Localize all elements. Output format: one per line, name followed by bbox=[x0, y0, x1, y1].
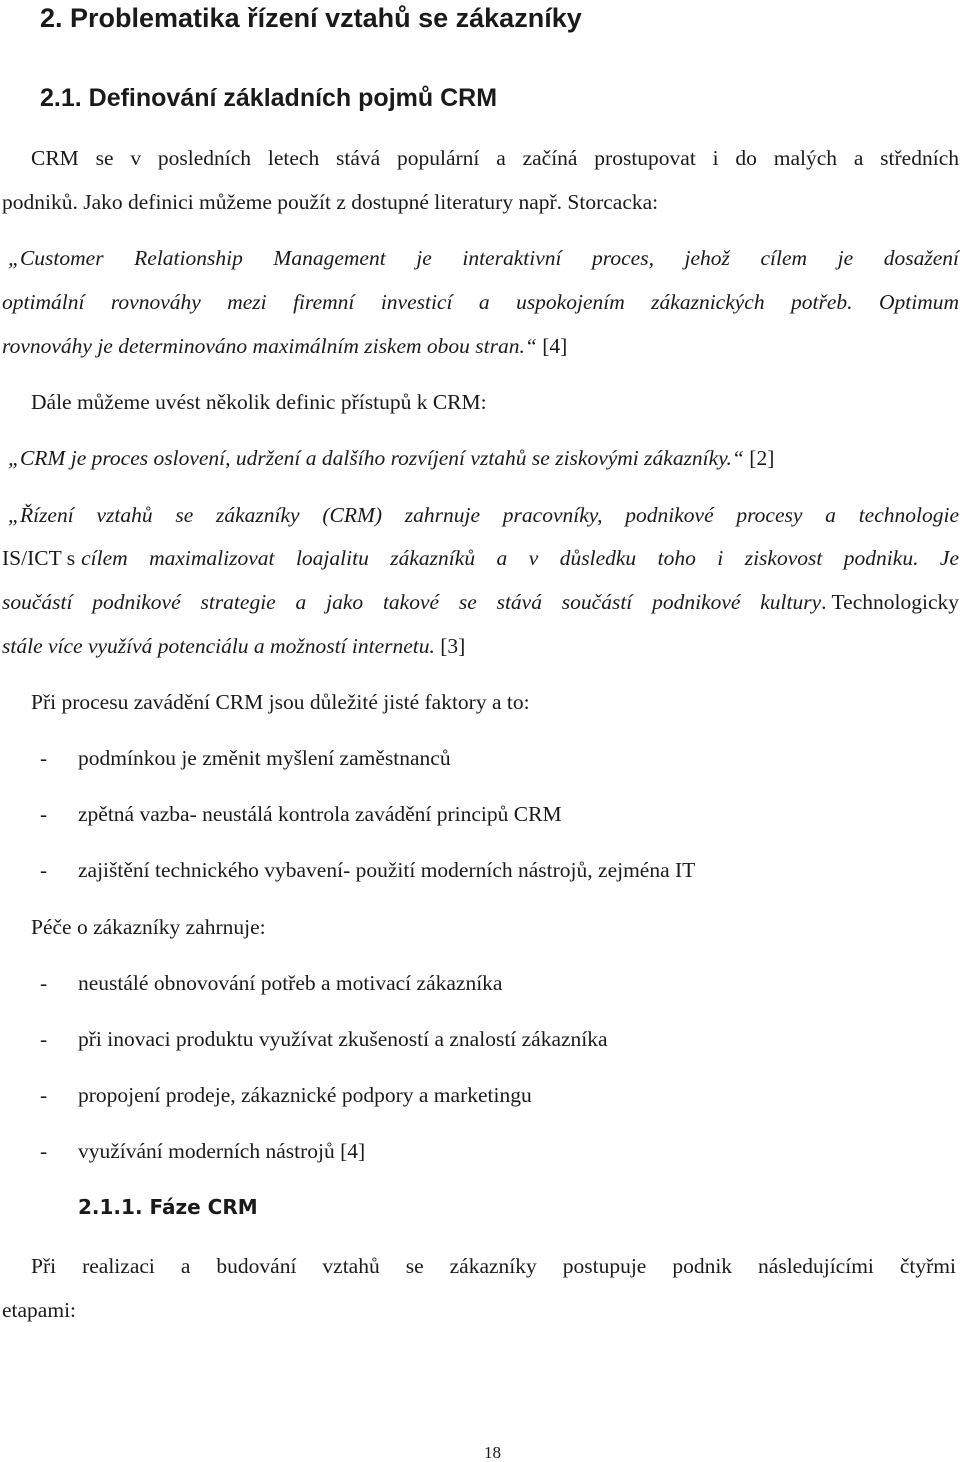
page-number: 18 bbox=[484, 1443, 501, 1462]
quote3-reference: [3] bbox=[440, 634, 466, 658]
factors-title: Při procesu zavádění CRM jsou důležité jisté faktory a to: bbox=[31, 690, 530, 714]
phases-line-1: Při realizaci a budování vztahů se zákazníky postupuje podnik následujícími čtyřmi bbox=[31, 1254, 956, 1278]
section-heading: 2.1. Definování základních pojmů CRM bbox=[40, 84, 498, 112]
list-item-text: zpětná vazba- neustálá kontrola zavádění principů CRM bbox=[78, 802, 562, 826]
bullet-dash: - bbox=[40, 1027, 48, 1051]
bullet-dash: - bbox=[40, 802, 48, 826]
quote2-text: „CRM je proces oslovení, udržení a dalšího rozvíjení vztahů se ziskovými zákazníky.“ bbox=[8, 446, 744, 470]
care-title: Péče o zákazníky zahrnuje: bbox=[31, 915, 266, 939]
quote1-line-3-text: rovnováhy je determinováno maximálním ziskem obou stran.“ bbox=[2, 334, 537, 358]
bullet-dash: - bbox=[40, 971, 48, 995]
quote3-line-4 bbox=[2, 636, 465, 658]
subsection-heading: 2.1.1. Fáze CRM bbox=[78, 1195, 258, 1219]
quote1-reference: [4] bbox=[542, 334, 568, 358]
quote1-line-3 bbox=[2, 336, 567, 358]
list-item-text: při inovaci produktu využívat zkušeností a znalostí zákazníka bbox=[78, 1027, 608, 1051]
quote3-line-2 bbox=[2, 548, 959, 570]
quote3-line-2-prefix: IS/ICT s bbox=[2, 546, 76, 570]
quote2 bbox=[8, 448, 774, 470]
quote1-line-2: optimální rovnováhy mezi firemní investicí a uspokojením zákaznických potřeb. Optimum bbox=[2, 290, 959, 314]
list-item-text: zajištění technického vybavení- použití moderních nástrojů, zejména IT bbox=[78, 858, 696, 882]
quote3-line-3 bbox=[2, 592, 959, 614]
quote3-line-3-tail: . Technologicky bbox=[821, 590, 959, 614]
bullet-dash: - bbox=[40, 1139, 48, 1163]
quote2-reference: [2] bbox=[749, 446, 775, 470]
quote3-line-3-italic: součástí podnikové strategie a jako takové se stává součástí podnikové kultury bbox=[2, 590, 822, 614]
quote3-line-2-text: cílem maximalizovat loajalitu zákazníků a v důsledku toho i ziskovost podniku. Je bbox=[81, 546, 959, 570]
chapter-heading: 2. Problematika řízení vztahů se zákazníky bbox=[40, 3, 582, 33]
quote3-line-4-text: stále více využívá potenciálu a možností internetu. bbox=[2, 634, 435, 658]
intro-line-2: podniků. Jako definici můžeme použít z dostupné literatury např. Storcacka: bbox=[2, 190, 659, 214]
list-item-text: využívání moderních nástrojů [4] bbox=[78, 1139, 366, 1163]
intro-line-1: CRM se v posledních letech stává populární a začíná prostupovat i do malých a středních bbox=[31, 146, 959, 170]
definitions-lead: Dále můžeme uvést několik definic přístupů k CRM: bbox=[31, 390, 487, 414]
bullet-dash: - bbox=[40, 1083, 48, 1107]
phases-line-2: etapami: bbox=[2, 1298, 77, 1322]
quote1-line-1: „Customer Relationship Management je interaktivní proces, jehož cílem je dosažení bbox=[8, 246, 959, 270]
bullet-dash: - bbox=[40, 746, 48, 770]
bullet-dash: - bbox=[40, 858, 48, 882]
quote3-line-1: „Řízení vztahů se zákazníky (CRM) zahrnuje pracovníky, podnikové procesy a technologie bbox=[8, 503, 959, 527]
list-item-text: neustálé obnovování potřeb a motivací zákazníka bbox=[78, 971, 503, 995]
list-item-text: propojení prodeje, zákaznické podpory a marketingu bbox=[78, 1083, 532, 1107]
list-item-text: podmínkou je změnit myšlení zaměstnanců bbox=[78, 746, 451, 770]
